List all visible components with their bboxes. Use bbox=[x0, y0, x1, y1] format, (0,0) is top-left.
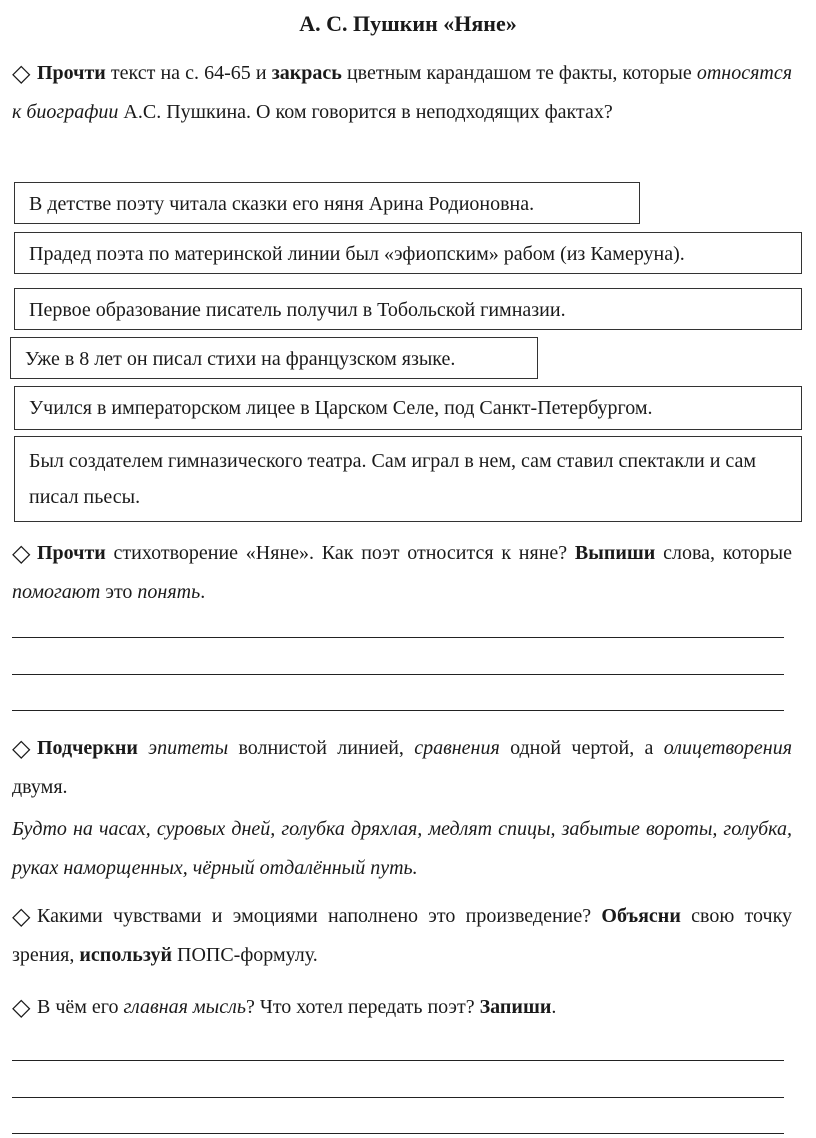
diamond-icon: ◇ bbox=[12, 61, 31, 87]
task-1-verb-color: закрась bbox=[271, 62, 342, 84]
task-5-instructions: ◇ В чём его главная мысль? Что хотел передать поэт? Запиши. bbox=[12, 995, 557, 1021]
diamond-icon: ◇ bbox=[12, 541, 31, 567]
fact-box-1: В детстве поэту читала сказки его няня Арина Родионовна. bbox=[14, 182, 640, 224]
fact-box-3: Первое образование писатель получил в Тобольской гимназии. bbox=[14, 288, 802, 330]
task-3-instructions: ◇ Подчеркни эпитеты волнистой линией, сравнения одной чертой, а олицетворения двумя. bbox=[12, 736, 793, 798]
task-3-phrases: Будто на часах, суровых дней, голубка дряхлая, медлят спицы, забытые вороты, голубка, руках наморщенных, чёрный отдалённый путь. bbox=[12, 818, 792, 879]
page-title: А. С. Пушкин «Няне» bbox=[299, 11, 517, 36]
answer-line[interactable] bbox=[12, 710, 784, 711]
task-1-instructions: ◇ Прочти текст на с. 64-65 и закрась цветным карандашом те факты, которые относятся к биографии А.С. Пушкина. О ком говорится в неподходящих фактах? bbox=[12, 61, 792, 123]
fact-box-5: Учился в императорском лицее в Царском Селе, под Санкт-Петербургом. bbox=[14, 386, 802, 430]
answer-line[interactable] bbox=[12, 674, 784, 675]
diamond-icon: ◇ bbox=[12, 904, 31, 930]
diamond-icon: ◇ bbox=[12, 995, 31, 1021]
answer-line[interactable] bbox=[12, 1097, 784, 1098]
fact-box-6: Был создателем гимназического театра. Сам играл в нем, сам ставил спектакли и сам писал пьесы. bbox=[14, 436, 802, 522]
answer-line[interactable] bbox=[12, 637, 784, 638]
task-2-instructions: ◇ Прочти стихотворение «Няне». Как поэт относится к няне? Выпиши слова, которые помогают это понять. bbox=[12, 541, 792, 603]
fact-box-2: Прадед поэта по материнской линии был «эфиопским» рабом (из Камеруна). bbox=[14, 232, 802, 274]
task-1-verb-read: Прочти bbox=[37, 62, 106, 84]
fact-box-4: Уже в 8 лет он писал стихи на французском языке. bbox=[10, 337, 538, 379]
diamond-icon: ◇ bbox=[12, 736, 31, 762]
answer-line[interactable] bbox=[12, 1133, 784, 1134]
task-4-instructions: ◇ Какими чувствами и эмоциями наполнено это произведение? Объясни свою точку зрения, используй ПОПС-формулу. bbox=[12, 904, 792, 966]
answer-line[interactable] bbox=[12, 1060, 784, 1061]
